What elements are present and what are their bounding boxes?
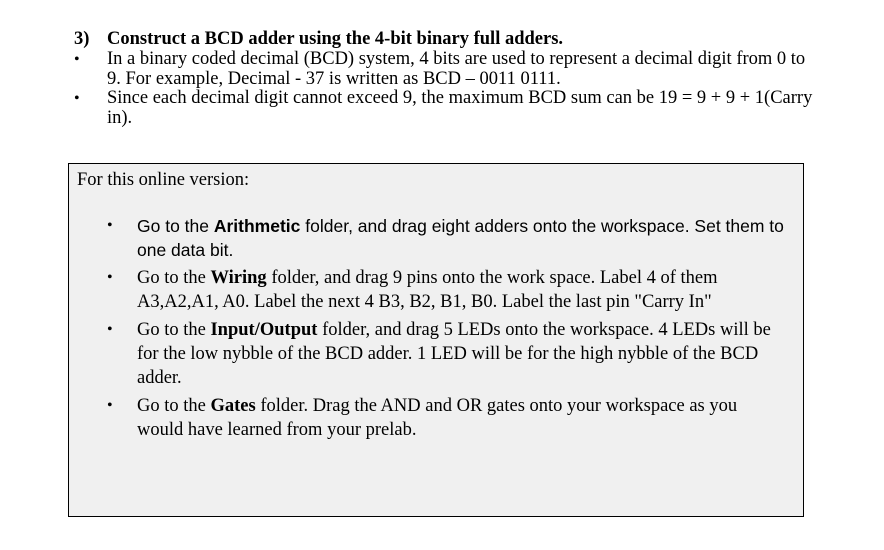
instruction-prefix: Go to the xyxy=(137,396,211,416)
question-bullet xyxy=(74,50,814,89)
box-title: For this online version: xyxy=(77,170,250,190)
folder-name: Wiring xyxy=(210,268,267,288)
bullet-icon: • xyxy=(107,217,113,234)
instruction-text xyxy=(137,318,787,390)
question-bullets xyxy=(74,50,814,128)
question-block xyxy=(74,28,814,128)
instruction-item-input-output xyxy=(107,318,787,390)
instruction-item-arithmetic xyxy=(107,214,787,262)
online-version-box xyxy=(68,163,804,517)
folder-name: Gates xyxy=(210,396,256,416)
instruction-list xyxy=(107,214,787,446)
instruction-suffix: folder. Drag the AND and OR gates onto your workspace as you would have learned from your prelab. xyxy=(137,396,738,440)
instruction-prefix: Go to the xyxy=(137,320,211,340)
instruction-prefix: Go to the xyxy=(137,216,214,236)
instruction-suffix: folder, and drag 9 pins onto the work space. Label 4 of them A3,A2,A1, A0. Label the next 4 B3, B2, B1, B0. Label the last pin "Carry In" xyxy=(137,268,718,312)
instruction-suffix: folder, and drag 5 LEDs onto the workspace. 4 LEDs will be for the low nybble of the BCD adder. 1 LED will be for the high nybble of the BCD adder. xyxy=(137,320,771,388)
instruction-prefix: Go to the xyxy=(137,268,211,288)
folder-name: Input/Output xyxy=(210,320,318,340)
question-title: Construct a BCD adder using the 4-bit binary full adders. xyxy=(107,29,564,49)
question-number: 3) xyxy=(74,29,90,49)
instruction-item-wiring xyxy=(107,266,787,314)
instruction-text xyxy=(137,214,787,262)
bullet-icon: • xyxy=(74,51,80,68)
bullet-icon: • xyxy=(107,397,113,414)
question-bullet xyxy=(74,89,814,128)
folder-name: Arithmetic xyxy=(213,216,301,236)
bullet-text: In a binary coded decimal (BCD) system, 4 bits are used to represent a decimal digit from 0 to 9. For example, Decimal - 37 is written as BCD – 0011 0111. xyxy=(107,49,806,89)
bullet-text: Since each decimal digit cannot exceed 9, the maximum BCD sum can be 19 = 9 + 9 + 1(Carry in). xyxy=(107,88,813,128)
bullet-icon: • xyxy=(107,269,113,286)
instruction-text xyxy=(137,394,787,442)
instruction-text xyxy=(137,266,787,314)
instruction-item-gates xyxy=(107,394,787,442)
bullet-icon: • xyxy=(107,321,113,338)
bullet-icon: • xyxy=(74,90,80,107)
instruction-suffix: folder, and drag eight adders onto the workspace. Set them to one data bit. xyxy=(137,216,784,260)
question-heading xyxy=(74,28,814,50)
